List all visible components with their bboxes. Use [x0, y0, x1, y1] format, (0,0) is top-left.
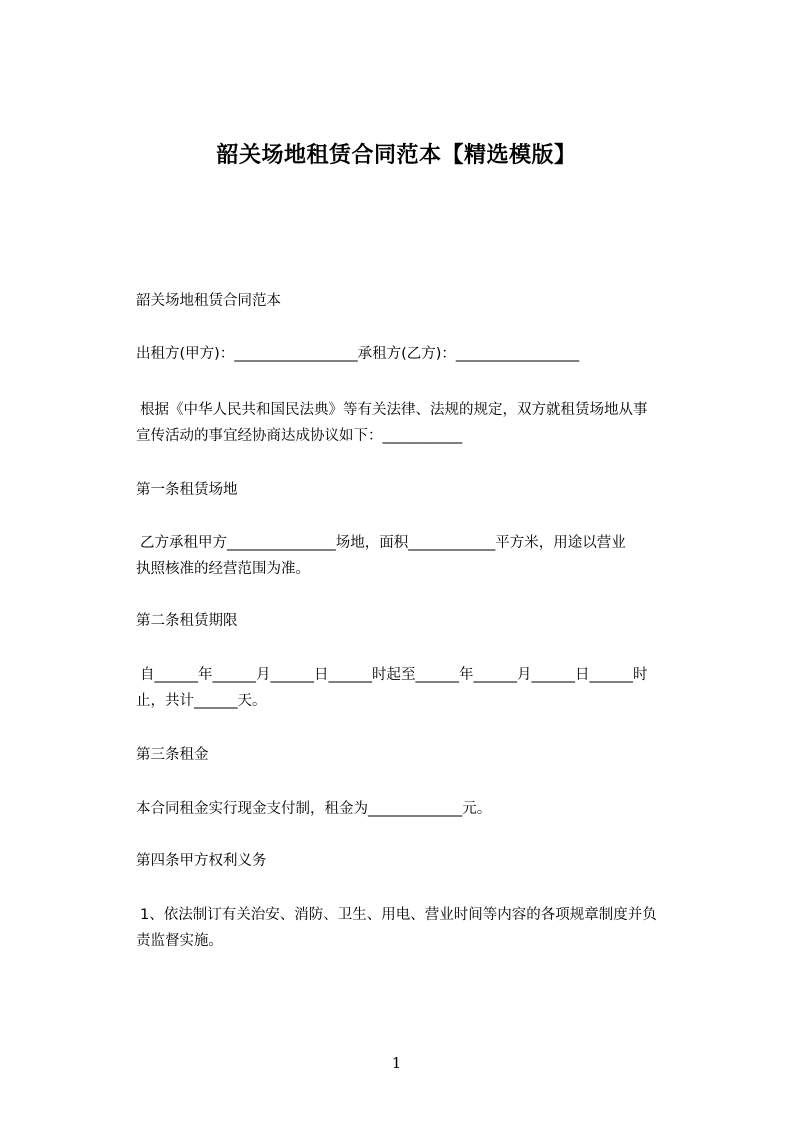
article-2-line-1: 自______年______月______日______时起至______年______月______日______时 [140, 667, 648, 683]
article-4-title: 第四条甲方权利义务 [136, 853, 267, 869]
article-3-body: 本合同租金实行现金支付制，租金为_____________元。 [136, 801, 492, 817]
article-1-title: 第一条租赁场地 [136, 482, 238, 498]
article-1-line-1: 乙方承租甲方_______________场地，面积____________平方米，用途以营业 [140, 535, 626, 551]
article-4-item-1-line-2: 责监督实施。 [136, 933, 223, 949]
document-subtitle: 韶关场地租赁合同范本 [136, 293, 281, 309]
document-title: 韶关场地租赁合同范本【精选模版】 [216, 143, 577, 168]
page-number: 1 [391, 1054, 402, 1072]
article-1-line-2: 执照核准的经营范围为准。 [136, 561, 310, 577]
preamble-line-1: 根据《中华人民共和国民法典》等有关法律、法规的规定，双方就租赁场地从事 [140, 402, 648, 418]
article-2-line-2: 止，共计______天。 [136, 693, 267, 709]
article-3-title: 第三条租金 [136, 747, 209, 763]
article-2-title: 第二条租赁期限 [136, 613, 238, 629]
preamble-line-2: 宣传活动的事宜经协商达成协议如下：___________ [136, 428, 463, 444]
parties-line: 出租方(甲方)：_________________承租方(乙方)：_________________ [136, 346, 580, 362]
article-4-item-1-line-1: 1、依法制订有关治安、消防、卫生、用电、营业时间等内容的各项规章制度并负 [140, 907, 657, 923]
